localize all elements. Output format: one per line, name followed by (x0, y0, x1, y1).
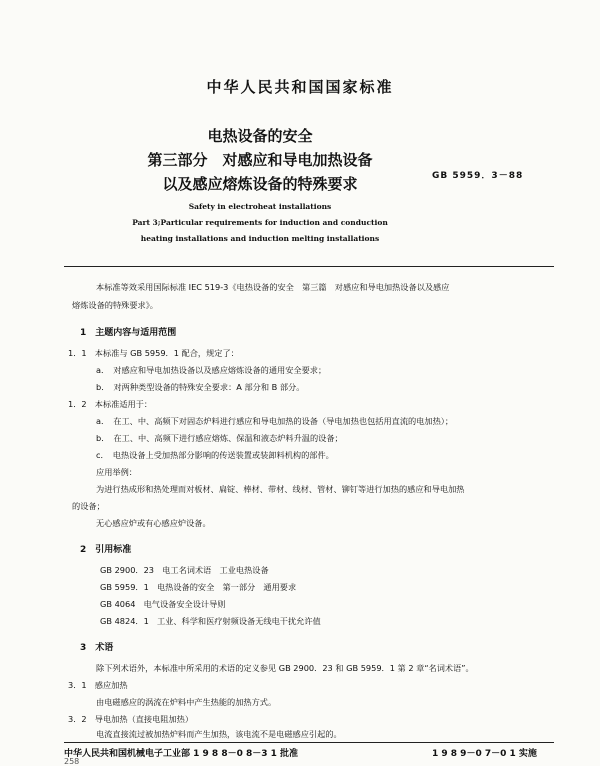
clause-1-2-b: b． 在工、中、高频下进行感应熔炼、保温和液态炉料升温的设备； (96, 433, 343, 443)
english-title-3: heating installations and induction melting installations (140, 234, 380, 243)
application-label: 应用举例： (96, 467, 137, 477)
clause-1-1: 1．1 本标准与 GB 5959．1 配合，规定了： (68, 348, 239, 358)
top-divider (64, 266, 554, 267)
standard-code: GB 5959．3－88 (432, 171, 524, 181)
title-line-1: 电热设备的安全 (207, 127, 313, 145)
page-number: 258 (64, 757, 80, 766)
term-3-1-definition: 由电磁感应的涡流在炉料中产生热能的加热方式。 (96, 697, 277, 707)
section-2-heading: 2 引用标准 (80, 545, 132, 555)
intro-line-1: 本标准等效采用国际标准 IEC 519-3《电热设备的安全 第三篇 对感应和导电加热设备以及感应 (96, 282, 450, 292)
example-line-1: 为进行热成形和热处理而对板材、扁锭、棒材、带材、线材、管材、铆钉等进行加热的感应和导电加热 (96, 484, 465, 494)
term-3-2-definition: 电流直接流过被加热炉料而产生加热，该电流不是电磁感应引起的。 (96, 729, 342, 739)
reference-3: GB 4064 电气设备安全设计导则 (100, 599, 226, 609)
standard-header: 中华人民共和国国家标准 (206, 78, 394, 96)
english-title-1: Safety in electroheat installations (188, 202, 332, 211)
section-1-heading: 1 主题内容与适用范围 (80, 328, 177, 338)
clause-1-2: 1．2 本标准适用于： (68, 399, 153, 409)
clause-1-1-a: a． 对感应和导电加热设备以及感应熔炼设备的通用安全要求； (96, 365, 327, 375)
clause-1-1-b: b． 对两种类型设备的特殊安全要求：A 部分和 B 部分。 (96, 382, 305, 392)
title-line-3: 以及感应熔炼设备的特殊要求 (162, 175, 358, 193)
term-3-2: 3．2 导电加热（直接电阻加热） (68, 714, 194, 724)
approval-footer: 中华人民共和国机械电子工业部 1 9 8 8－0 8－3 1 批准 (64, 749, 299, 759)
effective-date-footer: 1 9 8 9－0 7－0 1 实施 (432, 749, 537, 759)
term-3-1: 3．1 感应加热 (68, 680, 128, 690)
reference-1: GB 2900．23 电工名词术语 工业电热设备 (100, 565, 269, 575)
reference-2: GB 5959．1 电热设备的安全 第一部分 通用要求 (100, 582, 297, 592)
clause-1-2-a: a． 在工、中、高频下对固态炉料进行感应和导电加热的设备（导电加热也包括用直流的电加热）； (96, 416, 454, 426)
bottom-divider (64, 742, 554, 743)
english-title-2: Part 3;Particular requirements for induction and conduction (132, 218, 388, 227)
section-3-heading: 3 术语 (80, 643, 114, 653)
intro-line-2: 熔炼设备的特殊要求》。 (72, 300, 158, 310)
title-line-2: 第三部分 对感应和导电加热设备 (147, 151, 373, 169)
terms-intro: 除下列术语外，本标准中所采用的术语的定义参见 GB 2900．23 和 GB 5959．1 第 2 章“名词术语”。 (96, 663, 474, 673)
example-line-3: 无心感应炉或有心感应炉设备。 (96, 518, 211, 528)
clause-1-2-c: c． 电热设备上受加热部分影响的传送装置或装卸料机构的部件。 (96, 450, 334, 460)
example-line-2: 的设备； (72, 501, 105, 511)
reference-4: GB 4824．1 工业、科学和医疗射频设备无线电干扰允许值 (100, 616, 321, 626)
